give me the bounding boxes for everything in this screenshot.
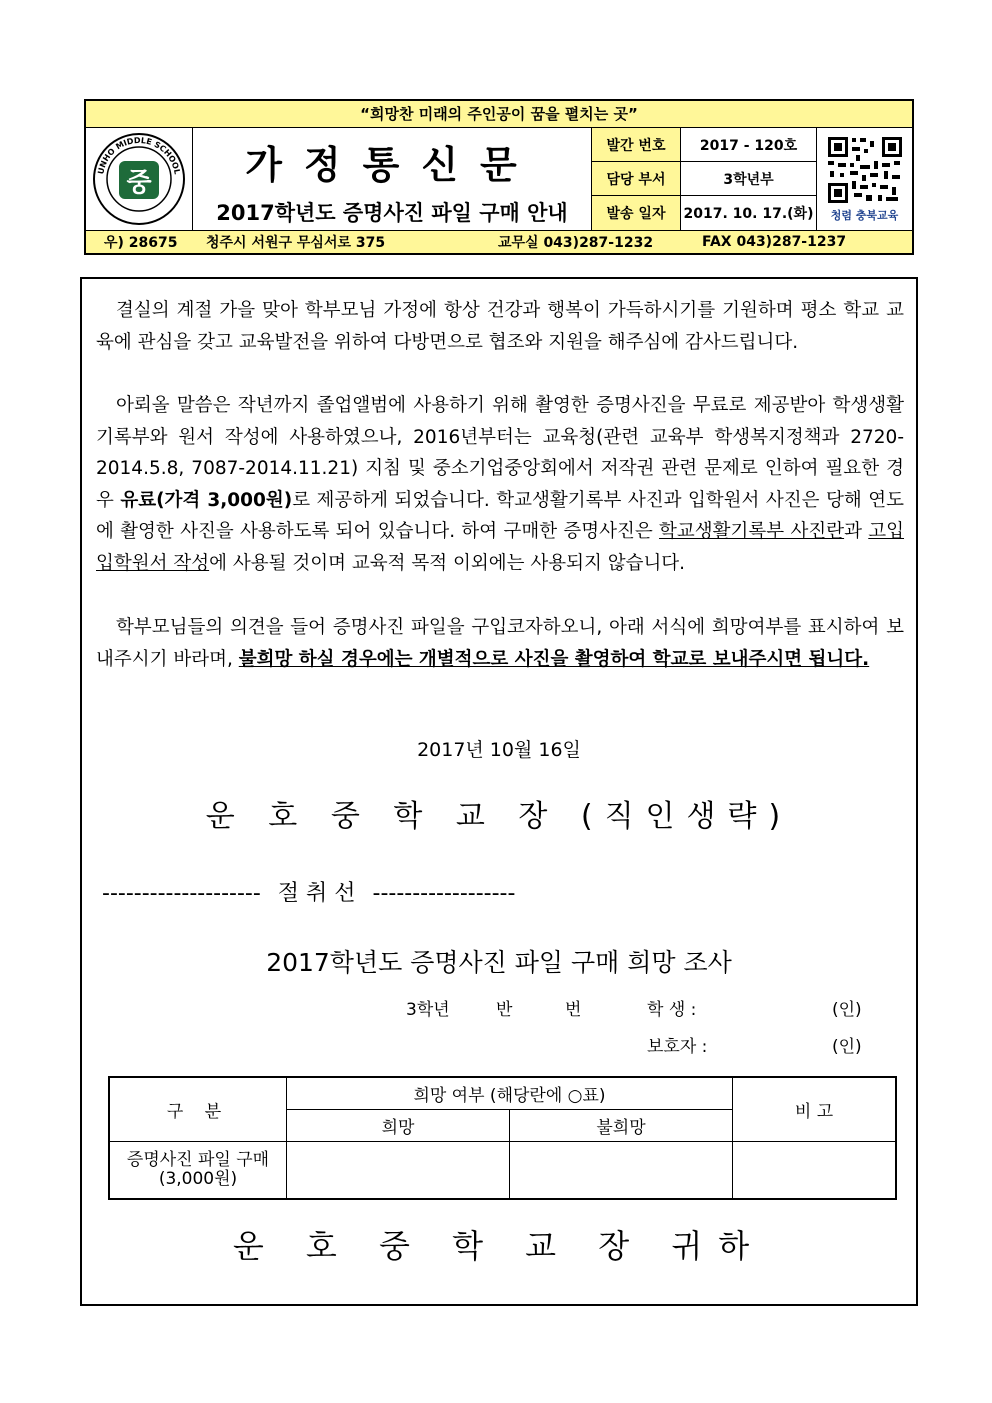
paragraph-request: 학부모님들의 의견을 들어 증명사진 파일을 구입코자하오니, 아래 서식에 희망여부를 표시하여 보내주시기 바라며, 불희망 하실 경우에는 개별적으로 사진을 촬영하여 학교로 보내주시면 됩니다. [96,617,904,670]
grade-label: 3학년 [406,1000,450,1020]
office-phone: 교무실 043)287-1232 [498,235,654,251]
department-value: 3학년부 [723,171,774,188]
fax-number: FAX 043)287-1237 [702,234,847,250]
send-date-value: 2017. 10. 17.(화) [683,206,814,222]
newsletter-header [84,99,914,255]
issue-info [592,128,817,230]
number-label: 번 [565,1000,582,1020]
school-motto: “희망찬 미래의 주인공이 꿈을 펼치는 곳” [86,101,912,128]
student-name-label: 학 생 : [647,1000,697,1020]
qr-block [817,128,912,230]
street-address: 청주시 서원구 무심서로 375 [206,235,386,251]
issue-number-value: 2017 - 120호 [699,137,798,154]
header-yes: 희망 [287,1109,510,1141]
price-highlight: 유료(가격 3,000원) [120,489,293,511]
cell-yes[interactable] [287,1141,510,1199]
cell-note[interactable] [733,1141,897,1199]
header-no: 불희망 [510,1109,733,1141]
header-note: 비 고 [733,1077,897,1141]
school-logo [86,128,193,230]
row-item: 증명사진 파일 구매 (3,000원) [109,1141,287,1199]
principal-signature: 운 호 중 학 교 장 (직인생략) [205,799,793,834]
no-purchase-instruction: 불희망 하실 경우에는 개별적으로 사진을 촬영하여 학교로 보내주시면 됩니다. [238,648,870,670]
department-label: 담당 부서 [592,162,681,195]
survey-title: 2017학년도 증명사진 파일 구매 희망 조사 [266,948,732,977]
usage-record: 학교생활기록부 사진란 [659,521,845,543]
parent-seal[interactable]: (인) [832,1037,862,1057]
student-seal[interactable]: (인) [832,1000,862,1020]
postal-code: 우) 28675 [104,235,178,251]
logo-glyph: 중 [126,168,152,198]
class-label: 반 [496,1000,513,1020]
issue-number-label: 발간 번호 [592,128,681,161]
paragraph-greeting: 결실의 계절 가을 맞아 학부모님 가정에 항상 건강과 행복이 가득하시기를 기원하며 평소 학교 교육에 관심을 갖고 교육발전을 위하여 다방면으로 협조와 지원을 해주심에 감사드립니다. [96,300,904,353]
paragraph-notice: 아뢰올 말씀은 작년까지 졸업앨범에 사용하기 위해 촬영한 증명사진을 무료로 제공받아 학생생활기록부와 원서 작성에 사용하였으나, 2016년부터는 교육청(관련 교육부 학생복지정책과 2720-2014.5.8, 7087-2014.11.21) 지침 및 중소기업중앙회에서 저작권 관련 문제로 인하여 필요한 경우 유료(가격 3,000원)로 제공하게 되었습니다. 학교생활기록부 사진과 입학원서 사진은 당해 연도에 촬영한 사진을 사용하도록 되어 있습니다. 하여 구매한 증명사진은 학교생활기록부 사진란과 고입 입학원서 작성에 사용될 것이며 교육적 목적 이외에는 사용되지 않습니다. [96,395,905,574]
newsletter-subtitle: 2017학년도 증명사진 파일 구매 안내 [216,201,568,225]
usage-application: 고입 입학원서 작성 [96,521,905,574]
parent-name-label: 보호자 : [647,1037,708,1057]
letter-body [80,277,918,1306]
survey-table [108,1076,897,1200]
cell-no[interactable] [510,1141,733,1199]
cut-line: -------------------- 절 취 선 ------------------ [102,881,516,906]
header-wish: 희망 여부 (해당란에 ○표) [287,1077,733,1109]
send-date-label: 발송 일자 [592,196,681,230]
address-bar [86,231,912,253]
logo-ring-text: UNHO MIDDLE SCHOOL [96,135,182,176]
letter-date: 2017년 10월 16일 [417,739,581,761]
qr-caption: 청렴 충북교육 [830,209,899,222]
addressee: 운 호 중 학 교 장 귀하 [232,1227,766,1265]
header-category: 구 분 [109,1077,287,1141]
qr-code-icon[interactable] [826,135,904,205]
school-emblem-icon [91,131,187,227]
newsletter-title: 가정통신문 [245,141,539,187]
